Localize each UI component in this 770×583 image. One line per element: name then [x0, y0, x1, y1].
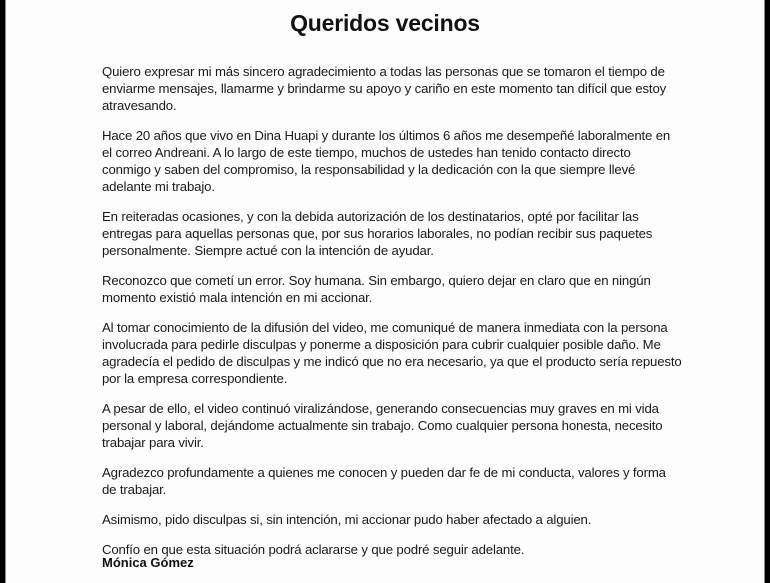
- paragraph-thanks: Agradezco profundamente a quienes me conocen y pueden dar fe de mi conducta, valores y forma de trabajar.: [102, 465, 666, 497]
- letter-title: Queridos vecinos: [290, 10, 480, 36]
- paragraph-closing: Confío en que esta situación podrá aclararse y que podré seguir adelante.: [102, 542, 525, 557]
- paragraph-background: Hace 20 años que vivo en Dina Huapi y durante los últimos 6 años me desempeñé laboralmente en el correo Andreani. A lo largo de este tiempo, muchos de ustedes han tenido contacto directo conmigo y saben del compromiso, la responsabilidad y la dedicación con la que siempre llevé adelante mi trabajo.: [102, 128, 671, 194]
- paragraph-apology-contact: Al tomar conocimiento de la difusión del video, me comuniqué de manera inmediata con la persona involucrada para pedirle disculpas y ponerme a disposición para cubrir cualquier posible daño. Me agradecía el pedido de disculpas y me indicó que no era necesario, ya que el producto sería repuesto por la empresa correspondiente.: [102, 320, 682, 386]
- page-edge-left: [5, 0, 6, 583]
- paragraph-deliveries: En reiteradas ocasiones, y con la debida autorización de los destinatarios, opté por facilitar las entregas para aquellas personas que, por sus horarios laborales, no podían recibir sus paquetes personalmente. Siempre actué con la intención de ayudar.: [102, 209, 653, 258]
- page-edge-right: [764, 0, 765, 583]
- paragraph-admission: Reconozco que cometí un error. Soy humana. Sin embargo, quiero dejar en claro que en ningún momento existió mala intención en mi accionar.: [102, 273, 651, 305]
- letter-page: [5, 0, 765, 583]
- paragraph-consequences: A pesar de ello, el video continuó viralizándose, generando consecuencias muy graves en mi vida personal y laboral, dejándome actualmente sin trabajo. Como cualquier persona honesta, necesito trabajar para vivir.: [102, 401, 663, 450]
- paragraph-gratitude: Quiero expresar mi más sincero agradecimiento a todas las personas que se tomaron el tiempo de enviarme mensajes, llamarme y brindarme su apoyo y cariño en este momento tan difícil que estoy atravesando.: [102, 64, 667, 113]
- paragraph-apology: Asimismo, pido disculpas si, sin intención, mi accionar pudo haber afectado a alguien.: [102, 512, 592, 527]
- letter-body: [102, 63, 682, 571]
- signature: Mónica Gómez: [102, 555, 194, 570]
